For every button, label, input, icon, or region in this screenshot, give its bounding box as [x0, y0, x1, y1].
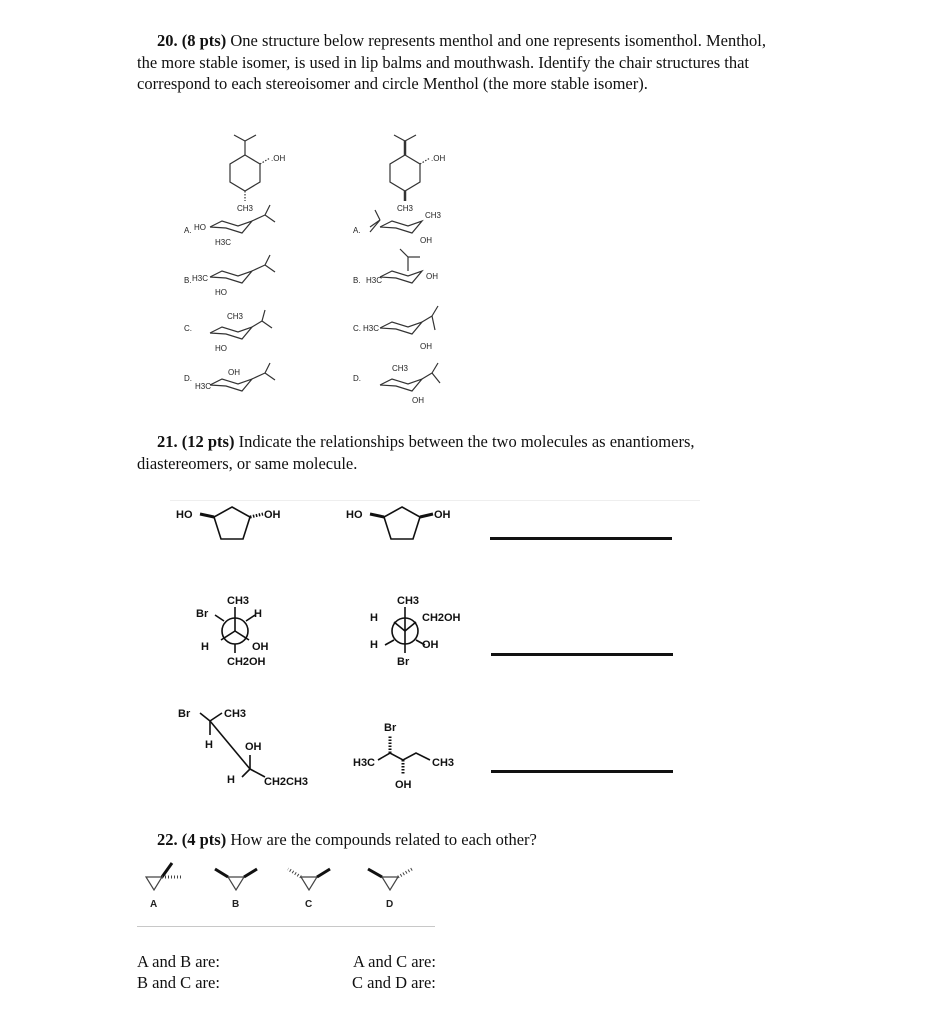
- answer-line-pair-1[interactable]: [490, 537, 672, 540]
- sawhorse: [200, 713, 210, 721]
- question-22-text: How are the compounds related to each other?: [230, 830, 537, 849]
- group-label: H3C: [363, 324, 380, 333]
- cyclopentane-right: [384, 507, 420, 539]
- compound-label: D: [386, 899, 394, 910]
- cyclopropane-a: [146, 877, 162, 890]
- cyclopropane-d: [382, 877, 398, 890]
- answer-c-and-d: C and D are:: [352, 973, 436, 992]
- option-letter: B.: [184, 276, 192, 285]
- answer-a-and-c: A and C are:: [353, 952, 436, 971]
- option-letter: A.: [353, 226, 361, 235]
- group-label: CH2OH: [422, 612, 461, 624]
- group-label: H: [370, 612, 378, 624]
- menthol-structures: [170, 125, 490, 415]
- group-label: Br: [196, 608, 209, 620]
- question-22: [137, 829, 777, 851]
- compound-label: C: [305, 899, 313, 910]
- chair-left-b: [210, 255, 275, 283]
- question-21-points: (12 pts): [181, 432, 235, 451]
- divider: [137, 926, 435, 927]
- group-label: CH3: [227, 312, 244, 321]
- group-label: H3C: [366, 276, 383, 285]
- group-label: CH3: [397, 595, 420, 607]
- chair-left-d: [210, 363, 275, 391]
- answer-line-pair-3[interactable]: [491, 770, 673, 773]
- group-label: CH3: [392, 364, 409, 373]
- cyclopropane-c: [301, 877, 317, 890]
- group-label: H3C: [195, 382, 212, 391]
- ch3-label: CH3: [237, 204, 254, 213]
- answer-a-and-b: A and B are:: [137, 952, 220, 971]
- group-label: OH: [228, 368, 240, 377]
- question-20-text: One structure below represents menthol and one represents isomenthol. Menthol, the more stable isomer, is used in lip balms and mouthwash. Identify the chair structures that correspond to each stereoisomer and circle Menthol (the more stable isomer).: [137, 31, 766, 93]
- question-21: [137, 431, 777, 474]
- ch3-label: CH3: [397, 204, 414, 213]
- option-letter: C.: [184, 324, 192, 333]
- answer-line-pair-2[interactable]: [491, 653, 673, 656]
- group-label: OH: [264, 509, 281, 521]
- group-label: H3C: [192, 274, 209, 283]
- group-label: Br: [178, 708, 191, 720]
- cyclopropane-compounds: [140, 855, 440, 915]
- group-label: OH: [252, 641, 269, 653]
- group-label: CH3: [224, 708, 247, 720]
- cyclopropane-b: [228, 877, 244, 890]
- group-label: H3C: [215, 238, 232, 247]
- group-label: HO: [215, 344, 227, 353]
- group-label: OH: [426, 272, 438, 281]
- compound-label: A: [150, 899, 158, 910]
- cyclohexane-structure-right: [390, 135, 430, 201]
- group-label: H: [201, 641, 209, 653]
- option-letter: D.: [184, 374, 192, 383]
- group-label: HO: [194, 223, 206, 232]
- zigzag-chain: [378, 753, 430, 760]
- chair-right-a: [370, 210, 422, 233]
- option-letter: B.: [353, 276, 361, 285]
- group-label: OH: [434, 509, 451, 521]
- question-20-number: 20.: [157, 31, 178, 50]
- question-20: [137, 30, 777, 95]
- compound-label: B: [232, 899, 240, 910]
- question-21-number: 21.: [157, 432, 178, 451]
- q21-structures: [170, 495, 490, 805]
- option-letter: C.: [353, 324, 361, 333]
- chair-right-d: [380, 363, 440, 391]
- question-22-number: 22.: [157, 830, 178, 849]
- group-label: CH2OH: [227, 656, 266, 668]
- group-label: OH: [395, 779, 412, 791]
- group-label: OH: [422, 639, 439, 651]
- cyclohexane-structure-left: [230, 135, 270, 201]
- question-21-text: Indicate the relationships between the two molecules as enantiomers, diastereomers, or same molecule.: [137, 432, 695, 473]
- answer-b-and-c: B and C are:: [137, 973, 220, 992]
- oh-label: .OH: [431, 154, 446, 163]
- question-22-points: (4 pts): [181, 830, 227, 849]
- group-label: HO: [215, 288, 227, 297]
- chair-right-b: [380, 249, 422, 283]
- group-label: CH3: [432, 757, 455, 769]
- group-label: OH: [420, 236, 432, 245]
- group-label: OH: [412, 396, 424, 405]
- question-20-points: (8 pts): [181, 31, 227, 50]
- group-label: CH3: [425, 211, 442, 220]
- group-label: H: [227, 774, 235, 786]
- cyclopentane-left: [214, 507, 250, 539]
- chair-right-c: [380, 306, 438, 334]
- option-letter: A.: [184, 226, 192, 235]
- group-label: CH3: [227, 595, 250, 607]
- group-label: OH: [420, 342, 432, 351]
- group-label: H3C: [353, 757, 376, 769]
- group-label: HO: [346, 509, 363, 521]
- group-label: H: [370, 639, 378, 651]
- group-label: HO: [176, 509, 193, 521]
- group-label: CH2CH3: [264, 776, 309, 788]
- oh-label: .OH: [271, 154, 286, 163]
- group-label: H: [254, 608, 262, 620]
- group-label: OH: [245, 741, 262, 753]
- option-letter: D.: [353, 374, 361, 383]
- group-label: Br: [384, 722, 397, 734]
- group-label: Br: [397, 656, 410, 668]
- group-label: H: [205, 739, 213, 751]
